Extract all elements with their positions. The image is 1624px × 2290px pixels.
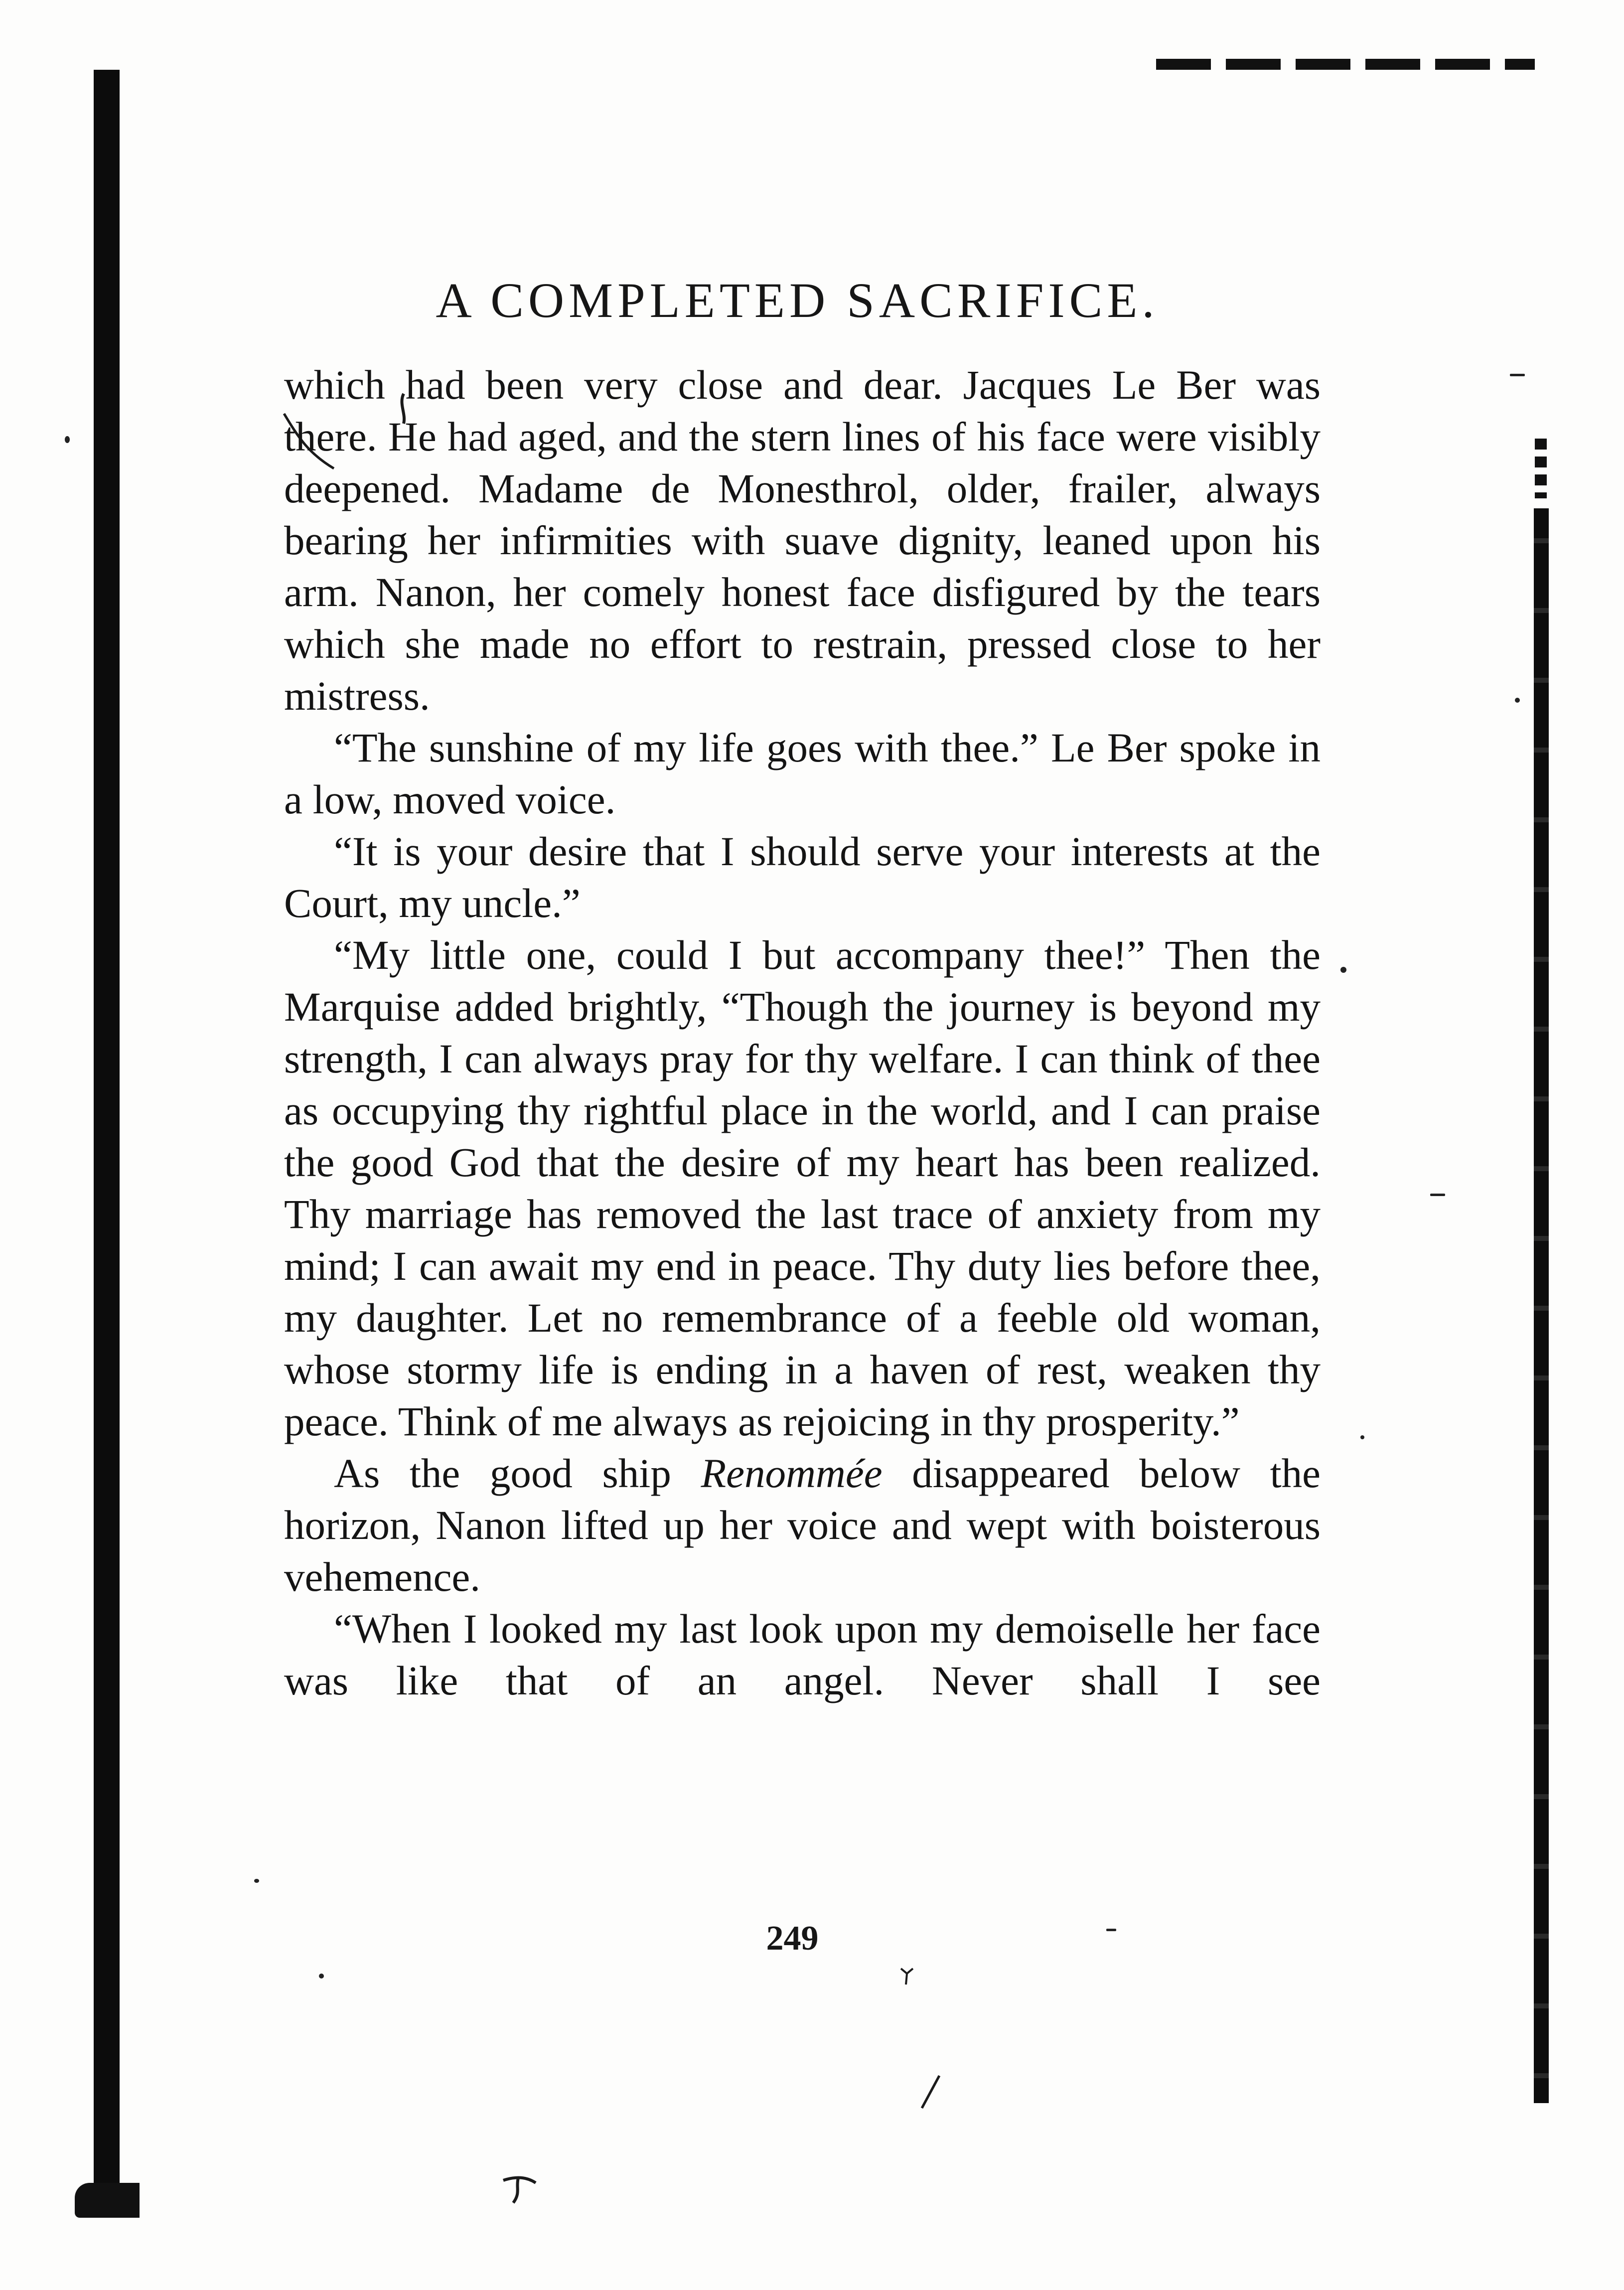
scan-speck (1510, 374, 1525, 376)
paragraph: “When I looked my last look upon my demoiselle her face was like that of an angel. Never shall I see (284, 1606, 1321, 1703)
text-run: disappeared below the horizon, Nanon lifted up her voice and wept with boisterous vehemence. (284, 1450, 1321, 1600)
page-edge-marks (1535, 439, 1547, 498)
scan-speck (1106, 1929, 1116, 1931)
paragraph: “It is your desire that I should serve your interests at the Court, my uncle.” (284, 828, 1321, 926)
binding-shadow (94, 70, 120, 2218)
page-number: 249 (766, 1919, 819, 1958)
scan-top-edge (1156, 59, 1535, 70)
paragraph: “The sunshine of my life goes with thee.” Le Ber spoke in a low, moved voice. (284, 725, 1321, 822)
paragraph: “My little one, could I but accompany thee!” Then the Marquise added brightly, “Though the journey is beyond my strength, I can always pray for thy welfare. I can think of thee as occupying thy rightful place in the world, and I can praise the good God that the desire of my heart has been realized. Thy marriage has removed the last trace of anxiety from my mind; I can await my end in peace. Thy duty lies before thee, my daughter. Let no remembrance of a feeble old woman, whose stormy life is ending in a haven of rest, weaken thy peace. Think of me always as rejoicing in thy prosperity.” (284, 932, 1321, 1444)
page-body (284, 359, 1321, 1706)
scan-speck (65, 436, 70, 443)
scan-speck (319, 1974, 324, 1979)
scan-speck (1340, 967, 1346, 973)
pencil-annotation (498, 2173, 538, 2208)
scan-speck (254, 1879, 259, 1883)
scan-speck (1360, 1435, 1364, 1439)
text-run: As the good ship (334, 1450, 701, 1496)
page-edge-shadow (1534, 508, 1549, 2103)
paragraph-ship (284, 1447, 1321, 1603)
binding-shadow-foot (75, 2183, 140, 2218)
ship-name: Renommée (701, 1450, 883, 1496)
scan-speck (1515, 698, 1520, 703)
paragraph: which had been very close and dear. Jacques Le Ber was there. He had aged, and the stern lines of his face were visibly deepened. Madame de Monesthrol, older, frailer, always bearing her infirmities with suave dignity, leaned upon his arm. Nanon, her comely honest face disfigured by the tears which she made no effort to restrain, pressed close to her mistress. (284, 362, 1321, 719)
pencil-annotation (917, 2073, 947, 2113)
scan-speck (1430, 1194, 1445, 1196)
running-head: A COMPLETED SACRIFICE. (436, 273, 1159, 328)
pencil-annotation (897, 1964, 917, 1988)
